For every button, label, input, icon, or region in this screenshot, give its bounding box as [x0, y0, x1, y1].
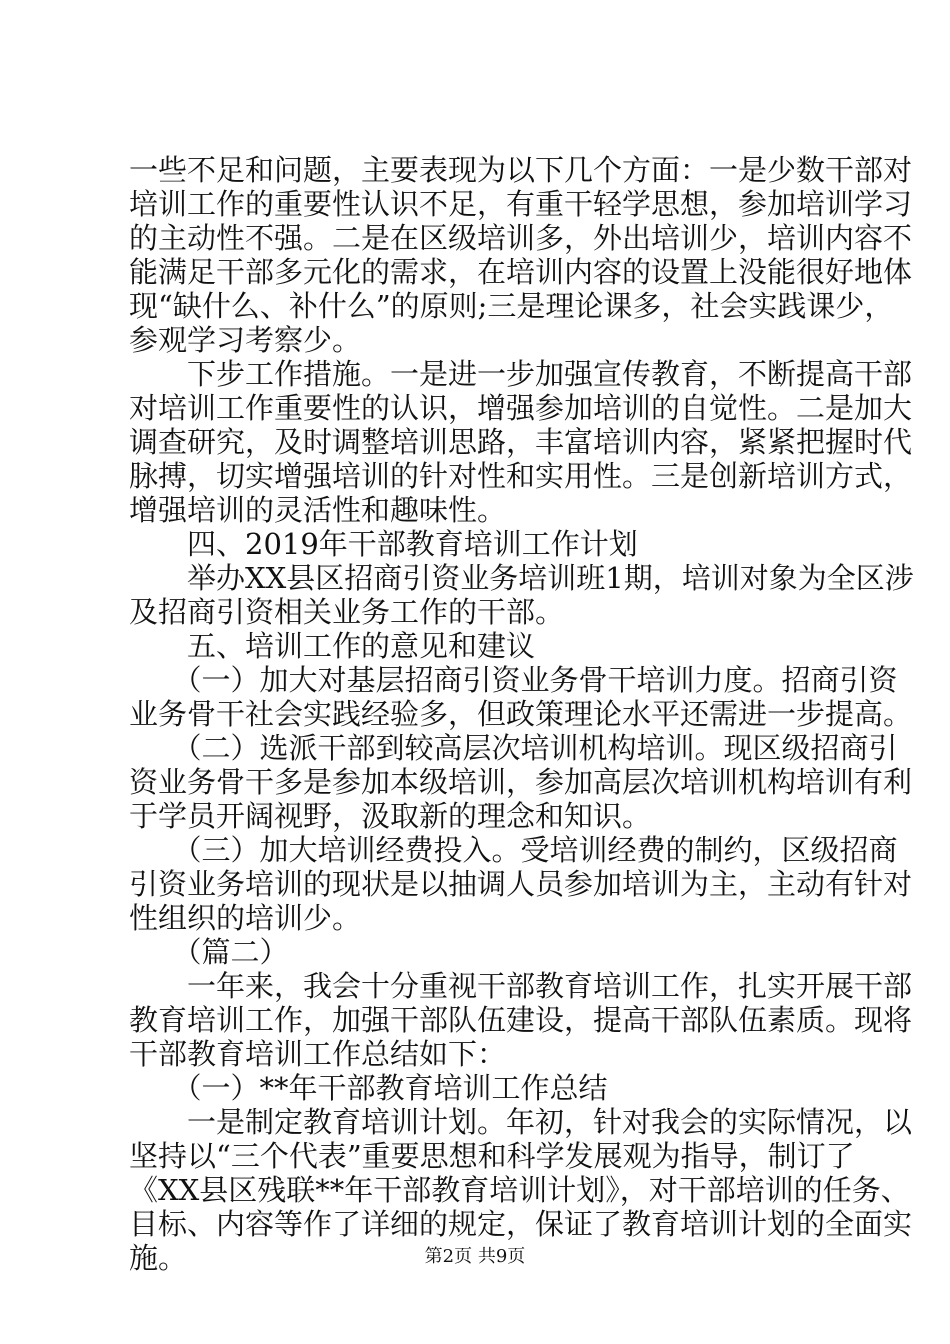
text-line: 施。 [129, 1241, 188, 1275]
section-heading: 五、培训工作的意见和建议 [129, 629, 536, 663]
text-line: 坚持以“三个代表”重要思想和科学发展观为指导，制订了 [129, 1139, 855, 1173]
text-line: 下步工作措施。一是进一步加强宣传教育，不断提高干部 [129, 357, 913, 391]
text-line: 性组织的培训少。 [129, 901, 362, 935]
page-number-footer: 第2页 共9页 [424, 1246, 526, 1267]
text-line: 调查研究，及时调整培训思路，丰富培训内容，紧紧把握时代 [129, 425, 913, 459]
text-line: 引资业务培训的现状是以抽调人员参加培训为主，主动有针对 [129, 867, 913, 901]
text-line: （三）加大培训经费投入。受培训经费的制约，区级招商 [129, 833, 898, 867]
text-line: 培训工作的重要性认识不足，有重干轻学思想，参加培训学习 [129, 187, 913, 221]
text-line: 对培训工作重要性的认识，增强参加培训的自觉性。二是加大 [129, 391, 913, 425]
section-heading: （篇二） [129, 935, 289, 969]
text-line: 目标、内容等作了详细的规定，保证了教育培训计划的全面实 [129, 1207, 913, 1241]
text-line: （二）选派干部到较高层次培训机构培训。现区级招商引 [129, 731, 898, 765]
text-line: 脉搏，切实增强培训的针对性和实用性。三是创新培训方式， [129, 459, 913, 493]
text-line: 一是制定教育培训计划。年初，针对我会的实际情况，以 [129, 1105, 913, 1139]
text-line: 现“缺什么、补什么”的原则;三是理论课多，社会实践课少， [129, 289, 894, 323]
text-line: 一年来，我会十分重视干部教育培训工作，扎实开展干部 [129, 969, 913, 1003]
text-line: 《XX县区残联**年干部教育培训计划》，对干部培训的任务、 [129, 1173, 910, 1207]
text-line: 资业务骨干多是参加本级培训，参加高层次培训机构培训有利 [129, 765, 913, 799]
document-body [129, 153, 914, 1275]
text-line: 举办XX县区招商引资业务培训班1期，培训对象为全区涉 [129, 561, 914, 595]
text-line: 干部教育培训工作总结如下： [129, 1037, 507, 1071]
text-line: 于学员开阔视野，汲取新的理念和知识。 [129, 799, 652, 833]
section-heading: 四、2019年干部教育培训工作计划 [129, 527, 638, 561]
text-line: 参观学习考察少。 [129, 323, 362, 357]
text-line: 一些不足和问题，主要表现为以下几个方面：一是少数干部对 [129, 153, 913, 187]
text-line: 及招商引资相关业务工作的干部。 [129, 595, 565, 629]
text-line: 增强培训的灵活性和趣味性。 [129, 493, 507, 527]
text-line: 的主动性不强。二是在区级培训多，外出培训少，培训内容不 [129, 221, 913, 255]
section-heading: （一）**年干部教育培训工作总结 [129, 1071, 608, 1105]
text-line: （一）加大对基层招商引资业务骨干培训力度。招商引资 [129, 663, 898, 697]
text-line: 教育培训工作，加强干部队伍建设，提高干部队伍素质。现将 [129, 1003, 913, 1037]
text-line: 能满足干部多元化的需求，在培训内容的设置上没能很好地体 [129, 255, 913, 289]
text-line: 业务骨干社会实践经验多，但政策理论水平还需进一步提高。 [129, 697, 913, 731]
